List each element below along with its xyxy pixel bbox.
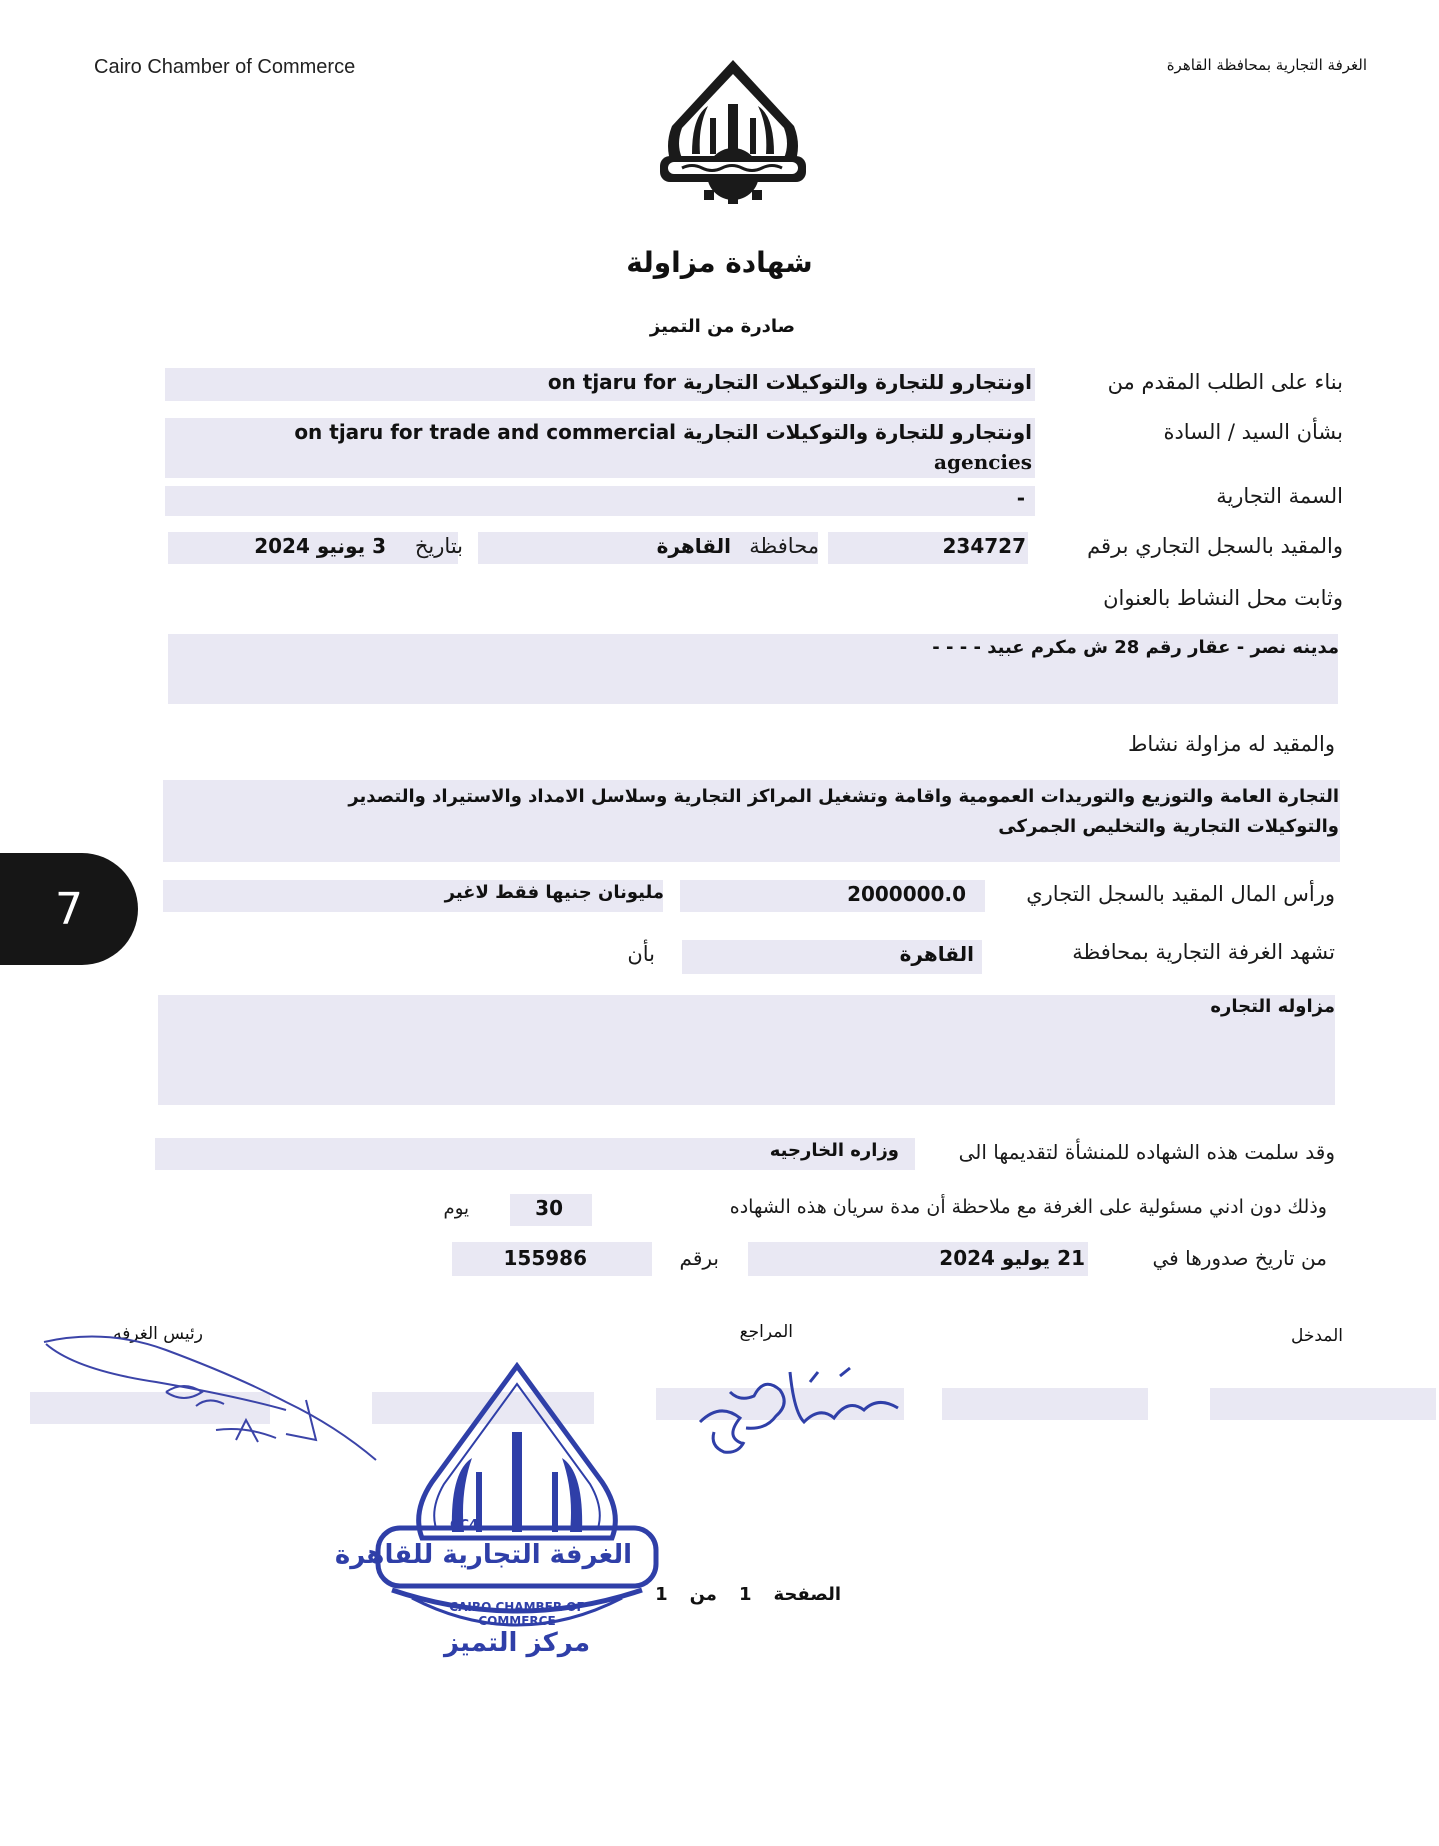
header-english: Cairo Chamber of Commerce: [94, 56, 356, 78]
regarding-value-line2: agencies: [934, 450, 1032, 474]
chamber-logo: [652, 56, 814, 206]
page-label: الصفحة: [773, 1584, 841, 1605]
applicant-label: بناء على الطلب المقدم من: [1107, 370, 1343, 394]
trade-name-value: -: [1016, 486, 1025, 510]
activity-line1: التجارة العامة والتوزيع والتوريدات العمومية واقامة وتشغيل المراكز التجارية وسلاسل الامداد والاستيراد والتصدير: [348, 786, 1339, 807]
stamp-code: CC4: [450, 1518, 479, 1533]
number-label: برقم: [679, 1246, 719, 1270]
date-label: بتاريخ: [414, 534, 463, 558]
certify-label: تشهد الغرفة التجارية بمحافظة: [1072, 940, 1335, 964]
registry-number: 234727: [942, 534, 1026, 558]
reviewer-signature: [690, 1352, 910, 1462]
certify-suffix: بأن: [627, 942, 655, 966]
trade-name-label: السمة التجارية: [1216, 484, 1343, 508]
validity-unit: يوم: [443, 1198, 469, 1219]
regarding-label: بشأن السيد / السادة: [1163, 420, 1343, 444]
issue-label: من تاريخ صدورها في: [1152, 1246, 1327, 1270]
capital-value: 2000000.0: [847, 882, 966, 906]
capital-label: ورأس المال المقيد بالسجل التجاري: [1026, 882, 1335, 906]
applicant-value: اونتجارو للتجارة والتوكيلات التجارية on tjaru for: [547, 370, 1032, 394]
practice-field-bg: [158, 995, 1335, 1105]
registry-date: 3 يونيو 2024: [254, 534, 386, 558]
address-label: وثابت محل النشاط بالعنوان: [1103, 586, 1343, 610]
validity-days: 30: [535, 1196, 563, 1220]
trade-name-field-bg: [165, 486, 1035, 516]
stamp-text-en: CAIRO CHAMBER OF COMMERCE: [449, 1600, 585, 1628]
certificate-title: شهادة مزاولة: [626, 246, 813, 279]
reviewer-label: المراجع: [739, 1322, 793, 1342]
chairman-signature: [36, 1330, 386, 1480]
activity-label: والمقيد له مزاولة نشاط: [1127, 732, 1335, 756]
chairman-label: رئيس الغرفه: [113, 1324, 203, 1344]
page-counter: [655, 1584, 841, 1605]
activity-line2: والتوكيلات التجارية والتخليص الجمركى: [998, 816, 1339, 837]
stamp-center: مركز التميز: [443, 1628, 591, 1658]
page-number-tab[interactable]: 7: [0, 853, 138, 965]
governorate-value: القاهرة: [656, 534, 731, 558]
governorate-label: محافظة: [749, 534, 819, 558]
registry-label: والمقيد بالسجل التجاري برقم: [1087, 534, 1343, 558]
page-total: 1: [655, 1584, 668, 1605]
entry-sign-bg: [1210, 1388, 1436, 1420]
address-value: مدينه نصر - عقار رقم 28 ش مكرم عبيد - - - -: [932, 637, 1339, 658]
entry-label: المدخل: [1290, 1326, 1343, 1346]
regarding-value-line1: اونتجارو للتجارة والتوكيلات التجارية on tjaru for trade and commercial: [294, 420, 1032, 444]
capital-words: مليونان جنيها فقط لاغير: [444, 882, 664, 903]
issue-date: 21 يوليو 2024: [939, 1246, 1085, 1270]
delivered-label: وقد سلمت هذه الشهاده للمنشأة لتقديمها الى: [958, 1140, 1335, 1164]
certify-value: القاهرة: [899, 942, 974, 966]
certificate-number: 155986: [503, 1246, 587, 1270]
delivered-value: وزاره الخارجيه: [769, 1140, 899, 1161]
page-current: 1: [738, 1584, 752, 1605]
certificate-subtitle: صادرة من التميز: [649, 316, 796, 337]
stamp-text-ar: الغرفة التجارية للقاهرة: [334, 1540, 632, 1570]
header-arabic: الغرفة التجارية بمحافظة القاهرة: [1166, 56, 1367, 74]
validity-label: وذلك دون ادني مسئولية على الغرفة مع ملاحظة أن مدة سريان هذه الشهاده: [729, 1196, 1327, 1218]
chamber-stamp: [334, 1362, 662, 1672]
page-of: من: [689, 1584, 717, 1605]
reviewer-sign-bg-2: [942, 1388, 1148, 1420]
practice-label: مزاوله التجاره: [1210, 996, 1335, 1017]
